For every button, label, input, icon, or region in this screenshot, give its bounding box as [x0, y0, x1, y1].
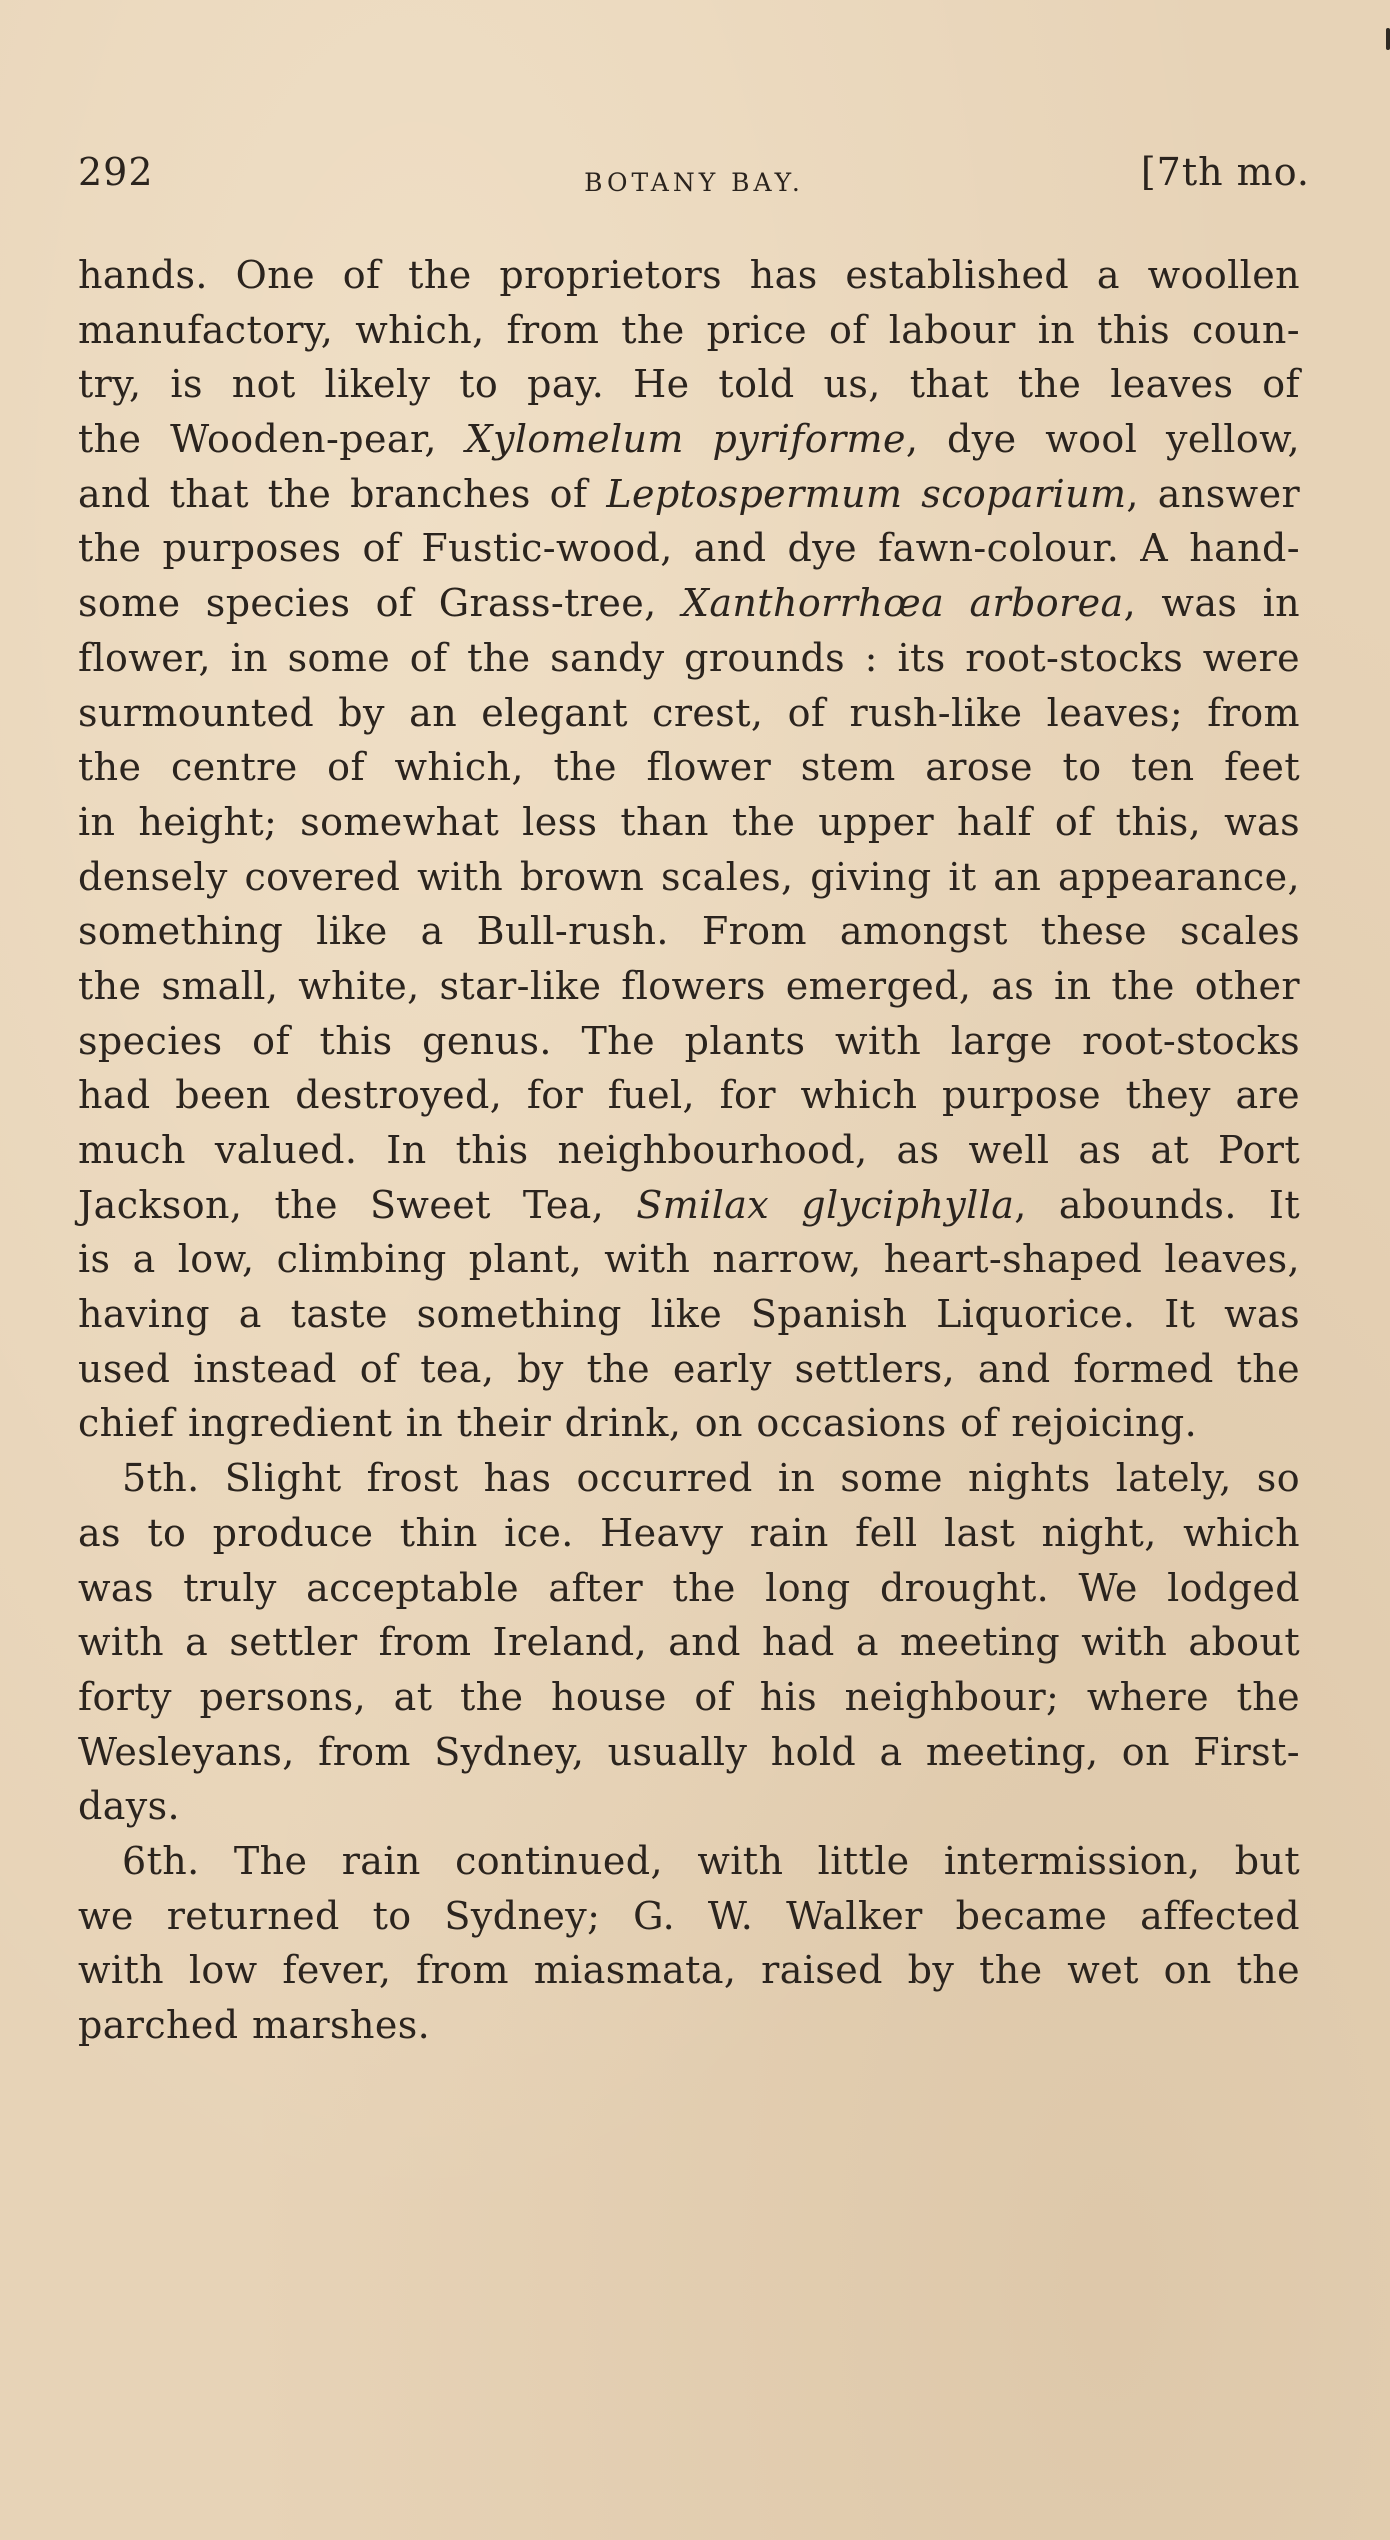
text-line: is a low, climbing plant, with narrow, heart-shaped leaves,	[78, 1237, 1300, 1282]
text-line: with a settler from Ireland, and had a meeting with about	[78, 1620, 1300, 1665]
text-line: had been destroyed, for fuel, for which purpose they are	[78, 1073, 1300, 1118]
text-line: days.	[78, 1784, 181, 1829]
text-line: densely covered with brown scales, giving it an appearance,	[78, 854, 1300, 899]
species-name: Leptospermum scoparium	[606, 471, 1127, 516]
text-line: species of this genus. The plants with large root-stocks	[78, 1018, 1300, 1063]
body-text	[78, 248, 1300, 2053]
text-line: Wesleyans, from Sydney, usually hold a meeting, on First-	[78, 1729, 1300, 1774]
text-line: forty persons, at the house of his neighbour; where the	[78, 1674, 1300, 1719]
text-line: flower, in some of the sandy grounds : its root-stocks were	[78, 635, 1300, 680]
text-line: manufactory, which, from the price of labour in this coun-	[78, 307, 1300, 352]
text-line: the Wooden-pear, Xylomelum pyriforme, dye wool yellow,	[78, 417, 1300, 462]
running-head	[78, 150, 1310, 210]
text-line: we returned to Sydney; G. W. Walker became affected	[78, 1893, 1300, 1938]
page-number: 292	[78, 150, 154, 194]
text-line: chief ingredient in their drink, on occasions of rejoicing.	[78, 1401, 1198, 1446]
species-name: Xanthorrhœa arborea	[681, 581, 1124, 626]
text-line: used instead of tea, by the early settlers, and formed the	[78, 1346, 1300, 1391]
text-line: the centre of which, the flower stem arose to ten feet	[78, 745, 1300, 790]
text-line: the small, white, star-like flowers emerged, as in the other	[78, 963, 1300, 1008]
text-line: something like a Bull-rush. From amongst these scales	[78, 909, 1300, 954]
text-line: try, is not likely to pay. He told us, that the leaves of	[78, 362, 1300, 407]
text-line: parched marshes.	[78, 2003, 431, 2047]
text-line: surmounted by an elegant crest, of rush-like leaves; from	[78, 690, 1300, 735]
text-line: and that the branches of Leptospermum scoparium, answer	[78, 471, 1301, 516]
running-title: BOTANY BAY.	[584, 168, 804, 197]
species-name: Smilax glyciphylla	[636, 1182, 1015, 1227]
text-line: as to produce thin ice. Heavy rain fell last night, which	[78, 1510, 1300, 1555]
text-line: having a taste something like Spanish Liquorice. It was	[78, 1292, 1300, 1337]
text-line: was truly acceptable after the long drought. We lodged	[78, 1565, 1300, 1610]
text-line: the purposes of Fustic-wood, and dye fawn-colour. A hand-	[78, 526, 1300, 571]
text-line: some species of Grass-tree, Xanthorrhœa arborea, was in	[78, 581, 1301, 626]
running-date: [7th mo.	[1140, 150, 1310, 194]
text-line: with low fever, from miasmata, raised by the wet on the	[78, 1948, 1300, 1993]
text-line: in height; somewhat less than the upper half of this, was	[78, 799, 1300, 844]
text-line: Jackson, the Sweet Tea, Smilax glyciphylla, abounds. It	[78, 1182, 1300, 1227]
text-line: 5th. Slight frost has occurred in some nights lately, so	[122, 1456, 1300, 1501]
ink-speck	[1386, 28, 1390, 50]
text-line: 6th. The rain continued, with little intermission, but	[122, 1838, 1300, 1883]
species-name: Xylomelum pyriforme	[465, 417, 906, 462]
text-line: hands. One of the proprietors has established a woollen	[78, 253, 1300, 297]
text-line: much valued. In this neighbourhood, as well as at Port	[78, 1128, 1300, 1172]
